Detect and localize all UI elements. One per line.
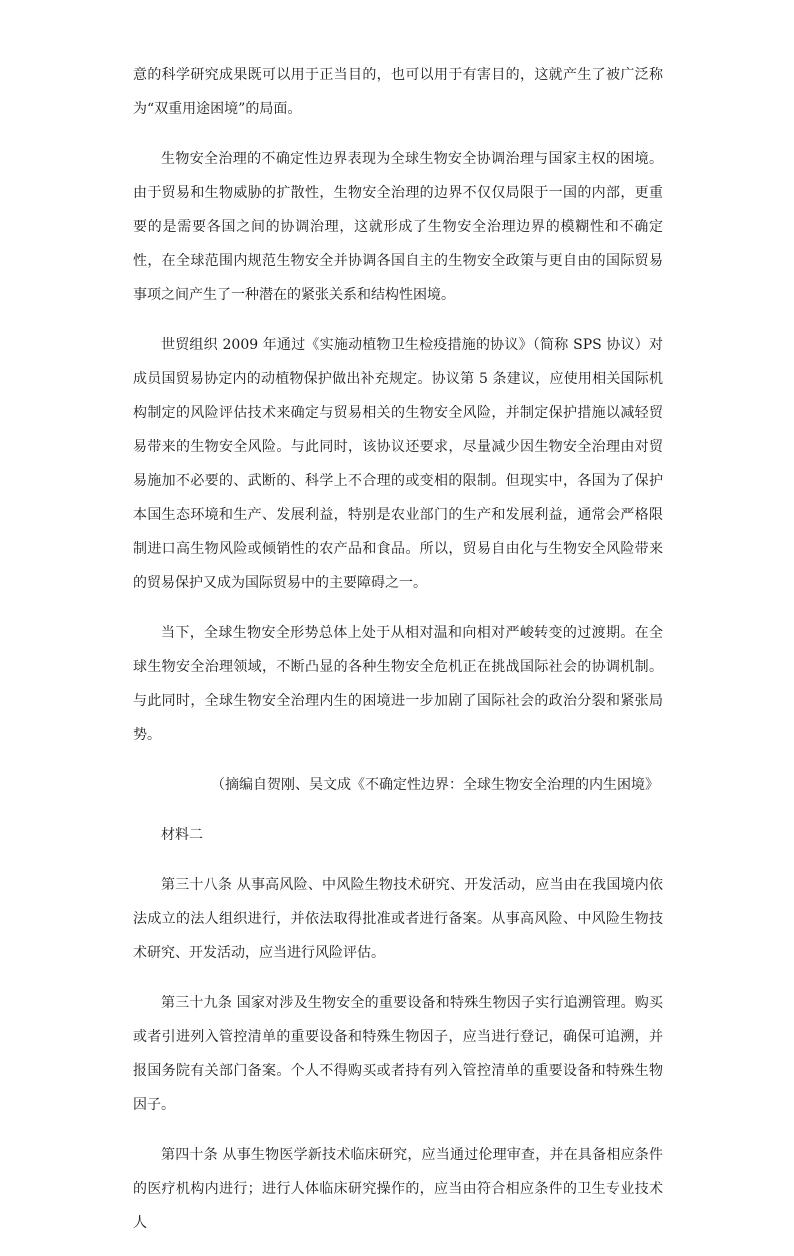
paragraph-wto-sps: 世贸组织 2009 年通过《实施动植物卫生检疫措施的协议》（简称 SPS 协议）对成员国贸易协定内的动植物保护做出补充规定。协议第 5 条建议，应使用相关国际机构制定的风险评估技术来确定与贸易相关的生物安全风险，并制定保护措施以减轻贸易带来的生物安全风险。与此同时，该协议还要求，尽量减少因生物安全治理由对贸易施加不必要的、武断的、科学上不合理的或变相的限制。但现实中，各国为了保护本国生态环境和生产、发展利益，特别是农业部门的生产和发展利益，通常会严格限制进口高生物风险或倾销性的农产品和食品。所以，贸易自由化与生物安全风险带来的贸易保护又成为国际贸易中的主要障碍之一。 <box>133 337 663 591</box>
paragraph-boundary: 生物安全治理的不确定性边界表现为全球生物安全协调治理与国家主权的困境。由于贸易和生物威胁的扩散性，生物安全治理的边界不仅仅局限于一国的内部，更重要的是需要各国之间的协调治理，这就形成了生物安全治理边界的模糊性和不确定性，在全球范围内规范生物安全并协调各国自主的生物安全政策与更自由的国际贸易事项之间产生了一种潜在的紧张关系和结构性困境。 <box>133 151 663 303</box>
paragraph-current-situation: 当下，全球生物安全形势总体上处于从相对温和向相对严峻转变的过渡期。在全球生物安全治理领域，不断凸显的各种生物安全危机正在挑战国际社会的协调机制。与此同时，全球生物安全治理内生的困境进一步加剧了国际社会的政治分裂和紧张局势。 <box>133 625 663 743</box>
source-citation: （摘编自贺刚、吴文成《不确定性边界：全球生物安全治理的内生困境》 <box>211 777 659 793</box>
material-heading: 材料二 <box>161 827 203 843</box>
document-page <box>133 58 663 1256</box>
article-40: 第四十条 从事生物医学新技术临床研究，应当通过伦理审查，并在具备相应条件的医疗机构内进行；进行人体临床研究操作的，应当由符合相应条件的卫生专业技术人 <box>133 1147 663 1231</box>
article-39: 第三十九条 国家对涉及生物安全的重要设备和特殊生物因子实行追溯管理。购买或者引进列入管控清单的重要设备和特殊生物因子，应当进行登记，确保可追溯，并报国务院有关部门备案。个人不得购买或者持有列入管控清单的重要设备和特殊生物因子。 <box>133 995 663 1113</box>
paragraph-continued: 意的科学研究成果既可以用于正当目的，也可以用于有害目的，这就产生了被广泛称为“双重用途困境”的局面。 <box>133 67 663 117</box>
article-38: 第三十八条 从事高风险、中风险生物技术研究、开发活动，应当由在我国境内依法成立的法人组织进行，并依法取得批准或者进行备案。从事高风险、中风险生物技术研究、开发活动，应当进行风险评估。 <box>133 877 663 961</box>
